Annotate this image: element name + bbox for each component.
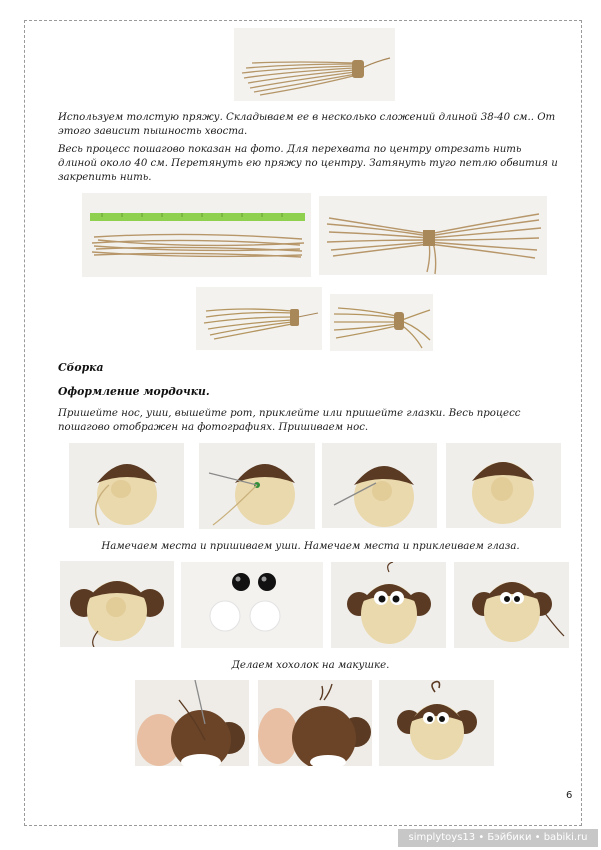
paragraph-process: Весь процесс пошагово показан на фото. Для перехвата по центру отрезать нить длиной около 40 см. Перетянуть ею пряжу по центру. Затянуть туго петлю обвития и закрепить нить. bbox=[58, 144, 558, 183]
caption-tuft: Делаем хохолок на макушке. bbox=[231, 660, 390, 671]
photo-yarn-tassel-top bbox=[234, 28, 395, 101]
paragraph-thick-yarn: Используем толстую пряжу. Складываем ее в несколько сложений длиной 38-40 см.. От этого зависит пышность хвоста. bbox=[58, 112, 556, 137]
photo-folded-tassel bbox=[196, 287, 322, 350]
photo-eyes-materials bbox=[181, 562, 323, 648]
photo-eyes-placed bbox=[331, 562, 446, 648]
photo-yarn-measuring-tape bbox=[82, 193, 311, 277]
photo-nose-step-3 bbox=[322, 443, 437, 528]
photo-tuft-step-1 bbox=[135, 680, 249, 766]
page-number: 6 bbox=[566, 790, 573, 801]
photo-nose-step-1 bbox=[69, 443, 184, 528]
photo-tuft-step-2 bbox=[258, 680, 372, 766]
heading-assembly: Сборка bbox=[58, 361, 104, 374]
watermark: simplytoys13 • Бэйбики • babiki.ru bbox=[398, 829, 598, 847]
photo-finished-tassel bbox=[330, 294, 433, 351]
photo-ears-sewn bbox=[60, 561, 174, 647]
photo-yarn-tied-center bbox=[319, 196, 547, 275]
caption-ears-eyes: Намечаем места и пришиваем уши. Намечаем места и приклеиваем глаза. bbox=[101, 541, 520, 552]
heading-face-design: Оформление мордочки. bbox=[58, 385, 210, 398]
photo-eyes-glued bbox=[454, 562, 569, 648]
photo-finished-monkey-head bbox=[379, 680, 494, 766]
photo-nose-step-2 bbox=[199, 443, 315, 529]
photo-nose-step-4 bbox=[446, 443, 561, 528]
paragraph-face-steps: Пришейте нос, уши, вышейте рот, приклейте или пришейте глазки. Весь процесс пошагово отображен на фотографиях. Пришиваем нос. bbox=[58, 408, 521, 433]
